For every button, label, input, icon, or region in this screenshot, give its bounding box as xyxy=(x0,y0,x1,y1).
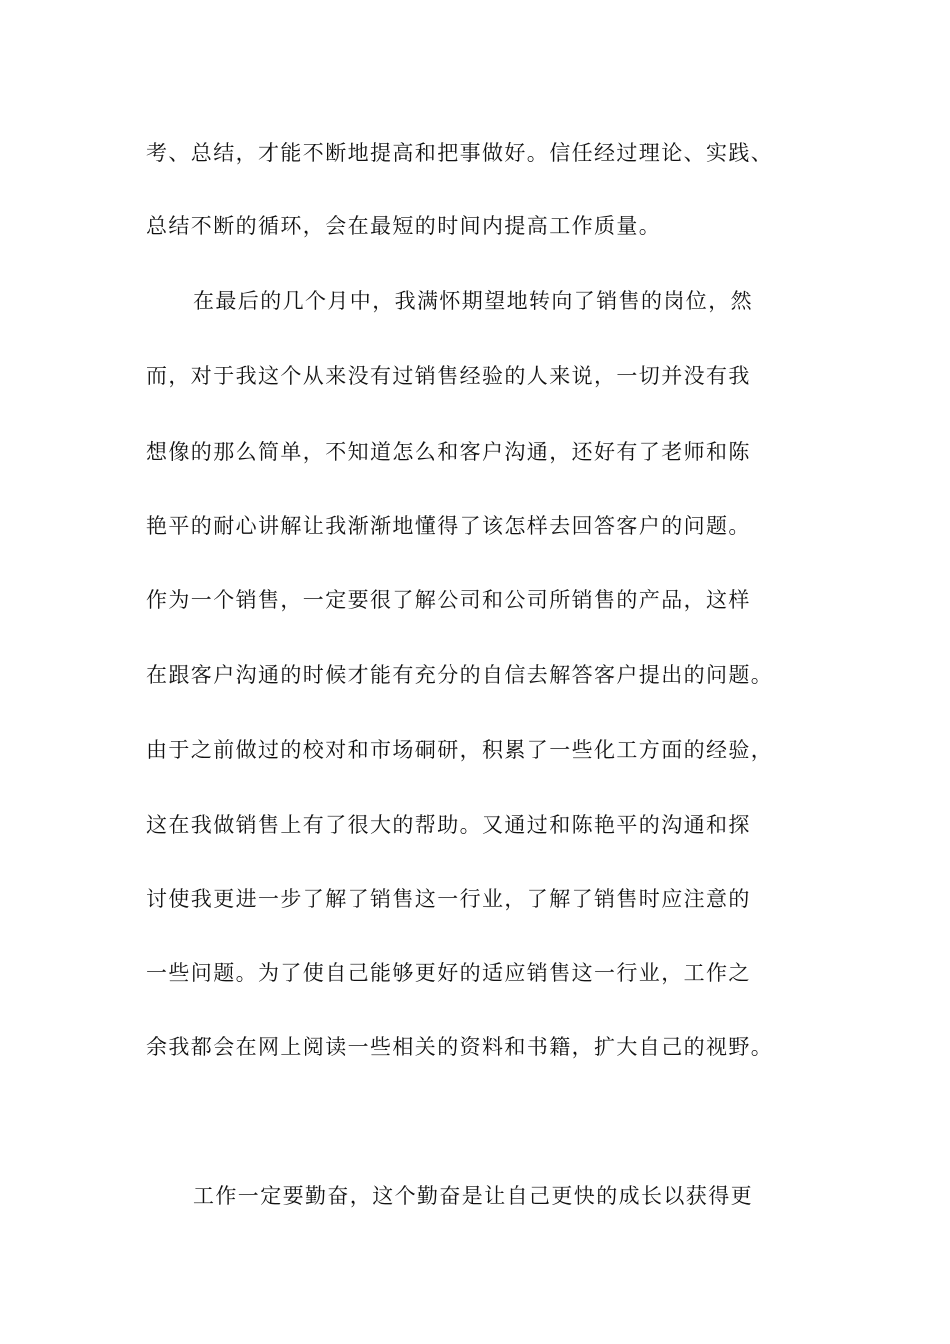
paragraph-first-line: 在最后的几个月中，我满怀期望地转向了销售的岗位，然 xyxy=(193,289,753,313)
text-line: 而，对于我这个从来没有过销售经验的人来说，一切并没有我 xyxy=(146,364,751,388)
text-line: 考、总结，才能不断地提高和把事做好。信任经过理论、实践、 xyxy=(146,141,774,165)
text-line: 总结不断的循环，会在最短的时间内提高工作质量。 xyxy=(146,214,662,238)
text-line: 作为一个销售，一定要很了解公司和公司所销售的产品，这样 xyxy=(146,588,751,612)
text-line: 余我都会在网上阅读一些相关的资料和书籍，扩大自己的视野。 xyxy=(146,1035,774,1059)
text-line: 讨使我更进一步了解了销售这一行业，了解了销售时应注意的 xyxy=(146,887,751,911)
text-line: 由于之前做过的校对和市场硐研，积累了一些化工方面的经验， xyxy=(146,738,774,762)
paragraph-first-line: 工作一定要勤奋，这个勤奋是让自己更快的成长以获得更 xyxy=(193,1184,753,1208)
text-line: 艳平的耐心讲解让我渐渐地懂得了该怎样去回答客户的问题。 xyxy=(146,514,751,538)
text-line: 在跟客户沟通的时候才能有充分的自信去解答客户提出的问题。 xyxy=(146,663,774,687)
text-line: 一些问题。为了使自己能够更好的适应销售这一行业，工作之 xyxy=(146,961,751,985)
text-line: 想像的那么简单，不知道怎么和客户沟通，还好有了老师和陈 xyxy=(146,440,751,464)
text-line: 这在我做销售上有了很大的帮助。又通过和陈艳平的沟通和探 xyxy=(146,813,751,837)
